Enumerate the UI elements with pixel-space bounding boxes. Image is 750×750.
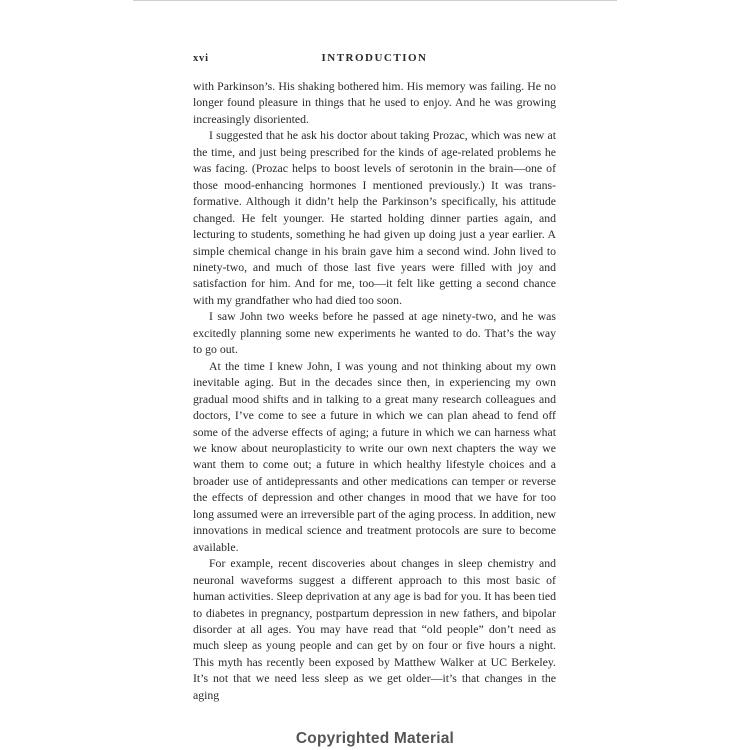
- copyright-watermark: Copyrighted Material: [295, 730, 455, 747]
- paragraph: I saw John two weeks before he passed at age ninety-two, and he was excitedly planning some new experiments he wanted to do. That’s the way to go out.: [193, 309, 556, 357]
- chapter-title: INTRODUCTION: [321, 52, 428, 64]
- body-text: [193, 78, 556, 703]
- paragraph: For example, recent discoveries about changes in sleep chemistry and neuronal waveforms suggest a different approach to this most basic of human activities. Sleep deprivation at any age is bad for you. It has been tied to diabetes in pregnancy, postpartum depression in new fathers, and bipolar disorder at all ages. You may have read that “old people” don’t need as much sleep as young people and can get by on four or five hours a night. This myth has recently been exposed by Matthew Walker at UC Berkeley. It’s not that we need less sleep as we get older—it’s that changes in the aging: [193, 556, 556, 702]
- book-page: [193, 46, 556, 703]
- running-head: [193, 46, 556, 68]
- paragraph: I suggested that he ask his doctor about taking Prozac, which was new at the time, and just being prescribed for the kinds of age-related problems he was facing. (Prozac helps to boost levels of serotonin in the brain—one of those mood-enhancing hormones I mentioned previously.) It was transformative. Although it didn’t help the Parkinson’s specifically, his attitude changed. He felt younger. He started holding dinner parties again, and lecturing to students, something he had given up doing just a year earlier. A simple chemical change in his brain gave him a second wind. John lived to ninety-two, and much of those last five years were filled with joy and satisfaction for him. And for me, too—it felt like getting a second chance with my grandfather who had died too soon.: [193, 128, 556, 307]
- paragraph: At the time I knew John, I was young and not thinking about my own inevitable aging. But in the decades since then, in experiencing my own gradual mood shifts and in talking to a great many research colleagues and doctors, I’ve come to see a future in which we can plan ahead to fend off some of the adverse effects of aging; a future in which we can harness what we know about neuroplasticity to write our own next chapters the way we want them to come out; a future in which healthy lifestyle choices and a broader use of antidepressants and other medications can temper or reverse the effects of depression and other changes in mood that we have for too long assumed were an irreversible part of the aging process. In addition, new innovations in medical science and treatment protocols are sure to become available.: [193, 358, 556, 554]
- page-number: xvi: [193, 53, 209, 64]
- top-divider: [133, 0, 617, 1]
- paragraph-continued: with Parkinson’s. His shaking bothered him. His memory was failing. He no longer found pleasure in things that he used to enjoy. And he was growing increasingly disoriented.: [193, 79, 556, 126]
